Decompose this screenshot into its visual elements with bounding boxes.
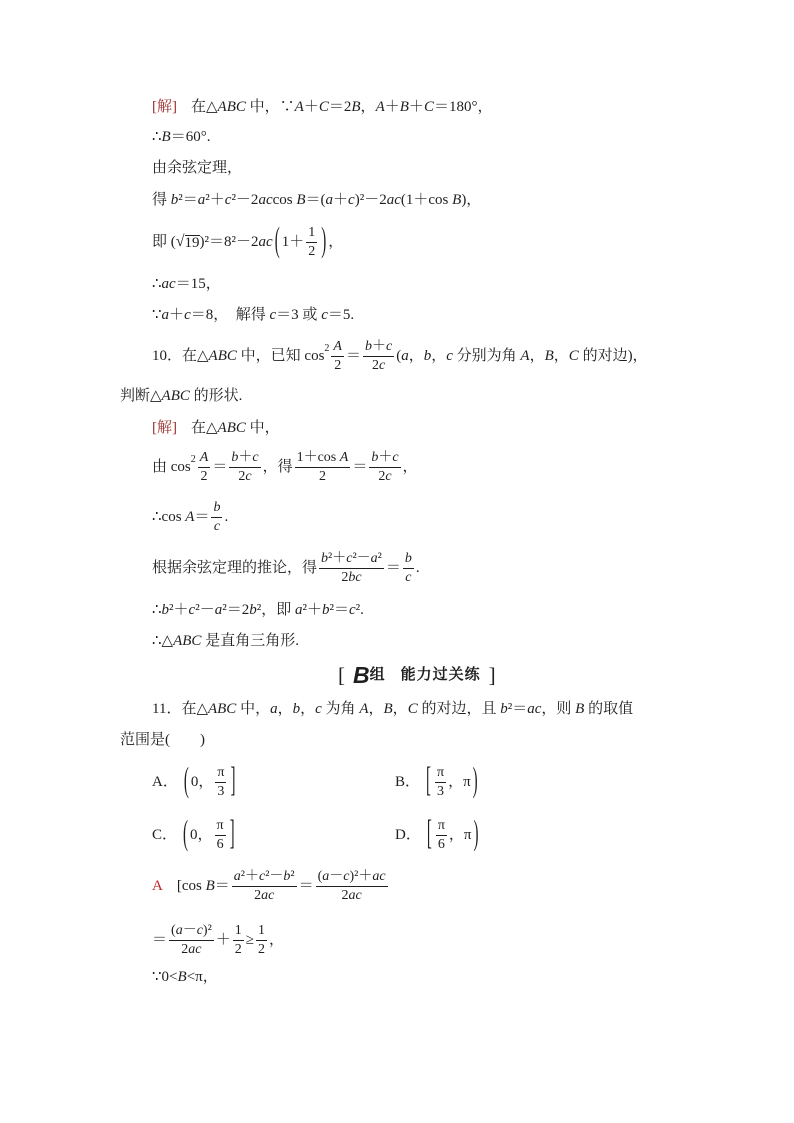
math-variable: ABC: [161, 388, 190, 404]
fraction-numerator: [211, 499, 222, 518]
section-letter: B: [353, 662, 370, 688]
fraction: [169, 922, 214, 959]
question-text: (a，b，c 分别为角 A，B，C 的对边)，: [396, 348, 648, 364]
math-variable: a: [233, 868, 241, 884]
q11-question-line-2: [120, 718, 205, 762]
math-variable: ABC: [217, 420, 246, 436]
q10-solution-line-2: [152, 445, 418, 489]
solution-text: 得 b²＝a²＋c²－2accos B＝(a＋c)²－2ac(1＋cos B)，: [152, 192, 482, 208]
radicand: 19: [184, 235, 200, 251]
math-variable: B: [205, 878, 215, 894]
math-variable: ac: [258, 192, 273, 208]
math-variable: A: [359, 701, 369, 717]
q11-solution-line-3: [152, 955, 218, 999]
math-variable: B: [161, 129, 171, 145]
fraction: [198, 449, 211, 486]
option-text: 0，: [190, 827, 213, 843]
solution-text: ，: [402, 459, 418, 475]
fraction: [215, 764, 226, 801]
math-variable: c: [378, 357, 386, 373]
fraction-denominator: 2c: [378, 468, 392, 484]
option-key: B．: [395, 774, 421, 790]
equals-sign: ＝: [212, 459, 228, 475]
geq-sign: ≥: [245, 932, 255, 948]
math-variable: a: [197, 192, 206, 208]
fraction-denominator: 2ac: [341, 887, 362, 903]
open-bracket: [: [426, 816, 432, 854]
math-variable: c: [348, 602, 356, 618]
math-variable: ac: [188, 941, 202, 957]
math-variable: B: [351, 99, 361, 115]
fraction-denominator: 2: [200, 468, 208, 484]
solution-text: 在△ABC 中，∵A＋C＝2B，A＋B＋C＝180°，: [191, 99, 493, 115]
fraction-numerator: 1: [256, 922, 267, 941]
math-variable: B: [399, 99, 409, 115]
fraction-numerator: b²＋c²－a²: [319, 550, 384, 569]
math-variable: c: [258, 868, 266, 884]
question-text: 判断△ABC 的形状.: [120, 388, 243, 404]
option-d: [395, 813, 481, 857]
q9-solution-line-7: [152, 293, 354, 337]
fraction-denominator: 3: [217, 783, 225, 799]
fraction: [211, 499, 222, 536]
math-variable: c: [392, 449, 399, 465]
fraction-numerator: [403, 550, 414, 569]
solution-text: 由余弦定理，: [152, 160, 243, 176]
question-text: 11．在△ABC 中，a，b，c 为角 A，B，C 的对边，且 b²＝ac，则 B 的取值: [152, 701, 634, 717]
close-bracket: ]: [230, 763, 236, 801]
math-variable: b: [404, 550, 412, 566]
math-variable: B: [383, 701, 393, 717]
math-variable: A: [199, 449, 209, 465]
math-variable: ABC: [208, 348, 237, 364]
fraction-denominator: 2c: [238, 468, 252, 484]
math-variable: A: [185, 509, 195, 525]
solution-text: ∵a＋c＝8， 解得 c＝3 或 c＝5.: [152, 307, 355, 323]
fraction-denominator: 6: [437, 836, 445, 852]
option-key: D．: [395, 827, 421, 843]
question-text: 范围是( ): [120, 732, 205, 748]
math-variable: a: [175, 922, 183, 938]
option-text: ，π: [448, 774, 471, 790]
fraction-numerator: π: [215, 817, 226, 836]
close-paren: ): [473, 816, 479, 854]
math-variable: A: [339, 449, 349, 465]
math-variable: A: [520, 348, 530, 364]
solution-label: [解]: [152, 99, 177, 115]
fraction-numerator: [331, 338, 344, 357]
math-variable: C: [407, 701, 418, 717]
math-variable: C: [318, 99, 329, 115]
open-paren: (: [183, 816, 189, 854]
fraction-numerator: 1＋cos A: [295, 449, 351, 468]
math-variable: ac: [258, 234, 273, 250]
math-variable: a: [370, 550, 378, 566]
fraction-denominator: [212, 518, 222, 536]
q10-solution-line-3: [152, 495, 228, 539]
solution-text: .: [415, 560, 420, 576]
superscript: 2: [190, 454, 196, 465]
math-variable: c: [343, 868, 350, 884]
math-variable: c: [224, 192, 232, 208]
solution-text: ∴b²＋c²－a²＝2b²，即 a²＋b²＝c².: [152, 602, 364, 618]
option-key: C．: [152, 827, 178, 843]
fraction: [403, 550, 414, 587]
q11-question-line-1: [152, 687, 633, 731]
open-paren: (: [183, 763, 189, 801]
math-variable: ac: [261, 887, 275, 903]
fraction: [316, 868, 388, 905]
math-variable: C: [568, 348, 579, 364]
solution-text: ∴cos A＝: [152, 509, 210, 525]
math-variable: b: [283, 868, 291, 884]
math-variable: c: [269, 307, 277, 323]
math-variable: C: [423, 99, 434, 115]
math-variable: a: [294, 602, 303, 618]
math-variable: B: [575, 701, 585, 717]
option-a: [152, 760, 237, 804]
solution-text: 在△ABC 中，: [191, 420, 280, 436]
math-variable: c: [196, 922, 203, 938]
fraction-denominator: 2: [234, 941, 242, 957]
math-variable: a: [270, 701, 278, 717]
math-variable: c: [348, 192, 355, 208]
math-variable: B: [452, 192, 462, 208]
math-variable: c: [252, 449, 259, 465]
section-bracket-close: ]: [488, 663, 496, 687]
fraction-denominator: [403, 569, 413, 587]
fraction: [229, 449, 260, 486]
fraction-denominator: 6: [216, 836, 224, 852]
fraction-numerator: π: [436, 817, 447, 836]
math-variable: a: [401, 348, 409, 364]
equals-sign: ＝: [298, 878, 314, 894]
math-variable: a: [161, 307, 170, 323]
math-variable: A: [294, 99, 304, 115]
solution-text: ∴△ABC 是直角三角形.: [152, 633, 299, 649]
close-paren: ): [321, 223, 327, 261]
math-variable: c: [385, 338, 393, 354]
solution-text: [cos B＝: [176, 878, 230, 894]
math-variable: b: [321, 602, 330, 618]
solution-text: ，: [328, 234, 344, 250]
solution-text: ，得: [262, 459, 293, 475]
math-variable: c: [405, 569, 412, 585]
equals-sign: ＝: [152, 932, 168, 948]
q9-solution-line-4: [152, 178, 481, 222]
open-bracket: [: [426, 763, 432, 801]
fraction: [295, 449, 351, 486]
section-bracket-open: [: [338, 663, 345, 687]
fraction-numerator: π: [435, 764, 446, 783]
math-variable: B: [296, 192, 306, 208]
math-variable: b: [170, 192, 179, 208]
equals-sign: ＝: [352, 459, 368, 475]
equals-sign: ＝: [345, 348, 361, 364]
fraction: [306, 224, 317, 261]
math-variable: b: [364, 338, 372, 354]
solution-text: ∴B＝60°.: [152, 129, 211, 145]
close-bracket: ]: [229, 816, 235, 854]
question-text: 10．在△ABC 中，已知 cos: [152, 348, 325, 364]
fraction: [215, 817, 226, 854]
close-paren: ): [472, 763, 478, 801]
math-variable: c: [385, 468, 392, 484]
solution-label: [解]: [152, 420, 177, 436]
fraction: [331, 338, 344, 375]
fraction-denominator: 2bc: [341, 569, 362, 585]
q11-solution-line-1: [152, 864, 390, 908]
solution-text: 1＋: [281, 234, 305, 250]
fraction-numerator: a²＋c²－b²: [232, 868, 297, 887]
option-text: 0，: [190, 774, 214, 790]
fraction: [319, 550, 384, 587]
superscript: 2: [324, 343, 330, 354]
solution-text: 即 (: [152, 234, 176, 250]
section-group: 组: [369, 667, 385, 683]
solution-text: 根据余弦定理的推论，得: [152, 560, 318, 576]
option-b: [395, 760, 480, 804]
q10-question-line-1: [152, 334, 648, 378]
open-paren: (: [274, 223, 280, 261]
fraction: [232, 868, 297, 905]
math-variable: bc: [348, 569, 362, 585]
fraction-denominator: 2: [308, 243, 316, 259]
math-variable: c: [446, 348, 453, 364]
fraction-denominator: 3: [437, 783, 445, 799]
fraction-numerator: b＋c: [229, 449, 260, 468]
math-variable: ABC: [217, 99, 246, 115]
math-variable: ac: [161, 276, 176, 292]
fraction: [436, 817, 447, 854]
math-variable: c: [245, 468, 252, 484]
fraction-denominator: 2: [334, 357, 342, 373]
solution-text: ∵0<B<π，: [152, 969, 218, 985]
math-variable: ABC: [173, 633, 202, 649]
fraction: [363, 338, 394, 375]
math-variable: b: [249, 602, 257, 618]
fraction-denominator: 2ac: [254, 887, 275, 903]
fraction: [435, 764, 446, 801]
fraction: [233, 922, 244, 959]
math-variable: b: [231, 449, 239, 465]
square-root-sign: √: [175, 233, 185, 250]
math-variable: b: [423, 348, 432, 364]
option-text: ，π: [448, 827, 472, 843]
solution-text: ，: [269, 932, 285, 948]
fraction: [256, 922, 267, 959]
q10-solution-line-4: [152, 546, 420, 590]
math-variable: a: [214, 602, 223, 618]
math-variable: c: [184, 307, 191, 323]
fraction-numerator: (a－c)²: [169, 922, 214, 941]
fraction-denominator: 2ac: [181, 941, 202, 957]
fraction-numerator: π: [215, 764, 226, 783]
math-variable: a: [322, 868, 330, 884]
solution-text: .: [224, 509, 229, 525]
fraction-numerator: b＋c: [363, 338, 394, 357]
math-variable: c: [188, 602, 196, 618]
fraction-numerator: b＋c: [369, 449, 400, 468]
math-variable: B: [544, 348, 554, 364]
answer-key: A: [152, 878, 163, 894]
option-key: A．: [152, 774, 178, 790]
plus-sign: ＋: [215, 932, 231, 948]
math-variable: c: [315, 701, 322, 717]
math-variable: ABC: [207, 701, 237, 717]
math-variable: c: [213, 518, 221, 534]
math-variable: b: [321, 550, 329, 566]
math-variable: b: [213, 499, 221, 515]
fraction-denominator: 2: [318, 468, 326, 484]
equals-sign: ＝: [385, 560, 401, 576]
math-variable: ac: [386, 192, 401, 208]
math-variable: B: [177, 969, 187, 985]
solution-text: )²＝8²－2ac: [199, 234, 273, 250]
math-variable: A: [375, 99, 385, 115]
q10-solution-line-1: [152, 406, 280, 450]
section-title: 能力过关练: [400, 667, 481, 683]
math-variable: a: [325, 192, 334, 208]
math-variable: b: [161, 602, 170, 618]
fraction-numerator: [198, 449, 211, 468]
fraction-numerator: (a－c)²＋ac: [316, 868, 388, 887]
math-variable: c: [346, 550, 353, 566]
math-variable: A: [333, 338, 342, 354]
fraction-denominator: 2c: [371, 357, 386, 373]
math-variable: ac: [348, 887, 362, 903]
option-c: [152, 813, 237, 857]
q10-solution-line-6: [152, 619, 299, 663]
fraction-denominator: 2: [258, 941, 266, 957]
math-variable: ac: [527, 701, 542, 717]
math-variable: b: [371, 449, 379, 465]
math-variable: c: [321, 307, 328, 323]
math-variable: ac: [372, 868, 386, 884]
q9-solution-line-5: [152, 220, 343, 264]
solution-text: ∴ac＝15，: [152, 276, 221, 292]
math-variable: b: [292, 701, 301, 717]
fraction: [369, 449, 400, 486]
math-variable: b: [500, 701, 508, 717]
fraction-numerator: 1: [233, 922, 244, 941]
solution-text: 由 cos: [152, 459, 191, 475]
fraction-numerator: 1: [306, 224, 317, 243]
